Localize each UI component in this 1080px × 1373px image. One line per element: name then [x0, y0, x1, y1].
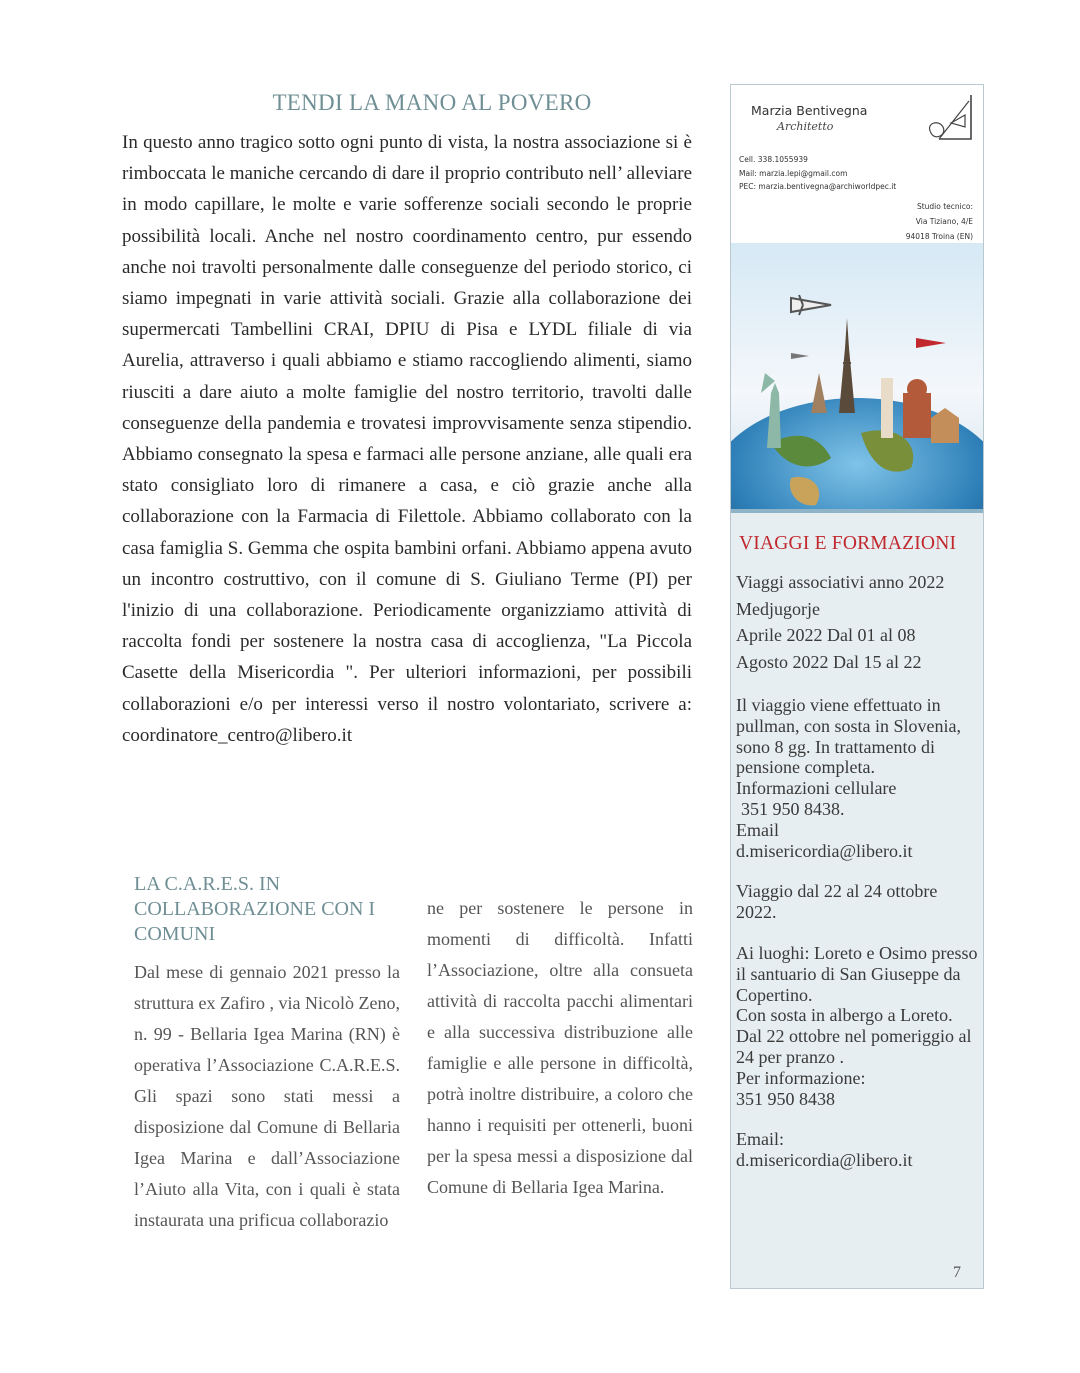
sidebar-trip-2-dates: Viaggio dal 22 al 24 ottobre 2022. — [736, 881, 938, 923]
sidebar-email-1: d.misericordia@libero.it — [736, 840, 913, 861]
sidebar-trip-2-places: Ai luoghi: Loreto e Osimo presso il santuario di San Giuseppe da Copertino. — [736, 942, 978, 1005]
ad-phone: Cell. 338.1055939 — [739, 155, 808, 164]
sidebar-info-label-2: Per informazione: — [736, 1067, 866, 1088]
sidebar-phone-1: 351 950 8438. — [741, 798, 845, 819]
sidebar-phone-2: 351 950 8438 — [736, 1088, 835, 1109]
section-text-column-2: ne per sostenere le persone in momenti di difficoltà. Infatti l’Associazione, oltre alla consueta attività di raccolta pacchi alimentari e alla successiva distribuzione alle famiglie e alle persone in difficoltà, potrà inoltre distribuire, a coloro che hanno i requisiti per ottenerli, buoni per la spesa messi a disposizione dal Comune di Bellaria Igea Marina. — [427, 898, 693, 1197]
sidebar-email-label-2: Email: — [736, 1129, 784, 1150]
section-text-column-1: Dal mese di gennaio 2021 presso la struttura ex Zafiro , via Nicolò Zeno, n. 99 - Bellaria Igea Marina (RN) è operativa l’Associazione C.A.R.E.S. Gli spazi sono stati messi a disposizione dal Comune di Bellaria Igea Marina e dall’Associazione l’Aiuto alla Vita, con i quali è stata instaurata una prificua collaborazio — [134, 962, 400, 1230]
ad-role: Architetto — [777, 120, 834, 133]
sidebar-email-2: d.misericordia@libero.it — [736, 1150, 913, 1171]
travel-globe-image — [731, 243, 983, 513]
sidebar-trip-description: Il viaggio viene effettuato in pullman, con sosta in Slovenia, sono 8 gg. In trattamento di pensione completa. — [736, 695, 961, 778]
ad-mail: Mail: marzia.lepi@gmail.com — [739, 168, 848, 178]
article-column-right — [427, 893, 693, 1203]
architect-logo-icon — [925, 93, 977, 145]
page-number: 7 — [953, 1264, 961, 1281]
ad-studio-label: Studio tecnico: — [916, 202, 973, 211]
sidebar-trip-2-schedule: Dal 22 ottobre nel pomeriggio al 24 per pranzo . — [736, 1026, 972, 1067]
sidebar-body — [736, 569, 980, 1171]
ad-studio-city: 94018 Troina (EN) — [905, 232, 973, 241]
ad-name: Marzia Bentivegna — [751, 103, 868, 118]
ad-pec: PEC: marzia.bentivegna@archiworldpec.it — [739, 182, 897, 191]
sidebar-date-august: Agosto 2022 Dal 15 al 22 — [736, 651, 922, 672]
sidebar-title: VIAGGI E FORMAZIONI — [739, 533, 957, 554]
article-column-left — [134, 872, 400, 1236]
ad-contact — [739, 153, 896, 194]
sidebar-trip-2-hotel: Con sosta in albergo a Loreto. — [736, 1005, 953, 1026]
ad-studio — [906, 199, 973, 244]
ad-studio-address: Via Tiziano, 4/E — [915, 217, 973, 226]
sidebar-date-april: Aprile 2022 Dal 01 al 08 — [736, 625, 916, 645]
advertisement — [731, 85, 983, 513]
sidebar-info-label: Informazioni cellulare — [736, 778, 897, 799]
article-body: In questo anno tragico sotto ogni punto di vista, la nostra associazione si è rimboccata le maniche cercando di dare il proprio contributo nell’ alleviare in modo capillare, le molte e varie sofferenze sociali secondo le proprie possibilità locali. Anche nel nostro coordinamento centro, pur essendo anche noi travolti personalmente dalle conseguenze del periodo storico, ci siamo impegnati in varie attività sociali. Grazie alla collaborazione dei supermercati Tambellini CRAI, DPIU di Pisa e LYDL filiale di via Aurelia, attraverso i quali abbiamo e stiamo raccogliendo alimenti, siamo riusciti a dare aiuto a molte famiglie del nostro territorio, travolti dalle conseguenze della pandemia e trovatesi improvvisamente senza stipendio. Abbiamo consegnato la spesa e farmaci alle persone anziane, alle quali era stato consigliato loro di rimanere a casa, e ciò grazie anche alla collaborazione con la Farmacia di Filettole. Abbiamo collaborato con la casa famiglia S. Gemma che ospita bambini orfani. Abbiamo appena avuto un incontro costruttivo, con il comune di S. Giuliano Terme (PI) per l'inizio di una collaborazione. Periodicamente organizziamo attività di raccolta fondi per sostenere la nostra casa di accoglienza, "La Piccola Casette della Misericordia ". Per ulteriori informazioni, per possibili collaborazioni e/o per interessi verso il nostro volontariato, scrivere a: coordinatore_centro@libero.it — [122, 132, 692, 746]
sidebar — [730, 84, 984, 1289]
article-title: TENDI LA MANO AL POVERO — [272, 90, 592, 115]
sidebar-email-label-1: Email — [736, 819, 779, 840]
sidebar-destination-1: Medjugorje — [736, 598, 820, 619]
section-title: LA C.A.R.E.S. IN COLLABORAZIONE CON I COMUNI — [134, 873, 376, 945]
sidebar-trips-intro: Viaggi associativi anno 2022 — [736, 572, 945, 592]
